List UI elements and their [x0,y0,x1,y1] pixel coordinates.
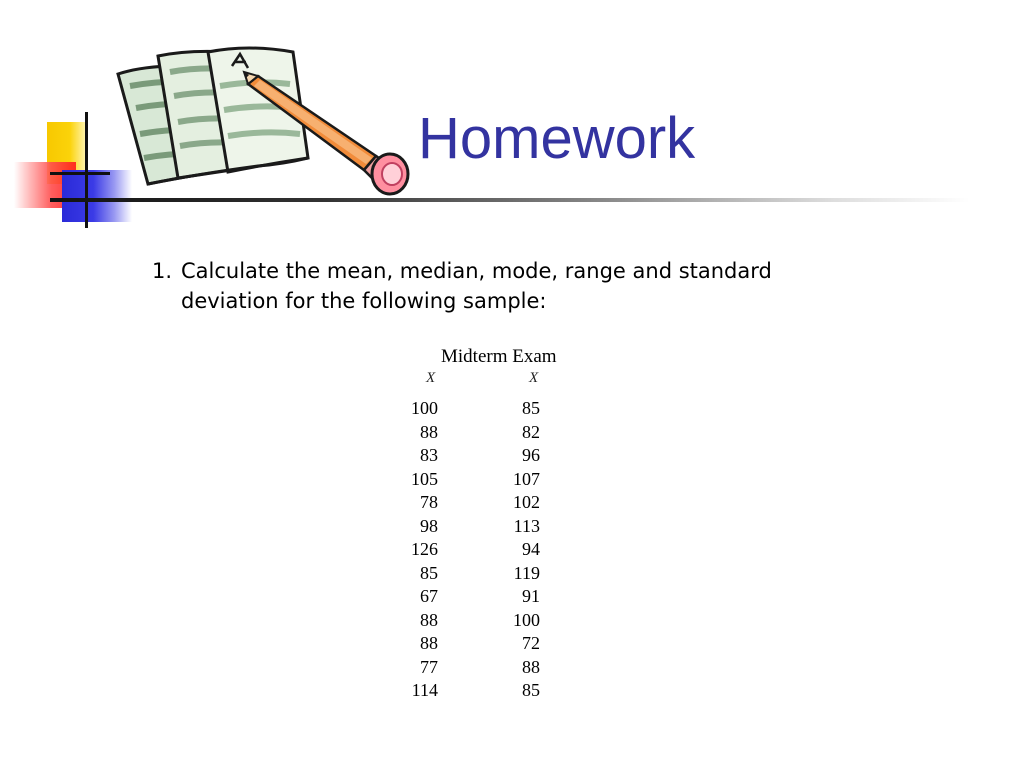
slide-title: Homework [418,106,696,171]
table-cell: 114 [411,680,438,700]
table-cell: 91 [522,586,540,606]
table-cell: 113 [513,515,540,536]
table-cell: 100 [513,609,540,630]
title-rule [50,198,970,202]
table-cell: 105 [411,468,438,489]
table-cell: 77 [420,656,438,677]
table-cell: 119 [513,562,540,583]
table-cell: 72 [522,633,540,653]
table-cell: 85 [522,398,540,418]
table-cell: 94 [522,539,540,559]
column-header-x-1: X [426,370,436,386]
question [152,256,852,316]
table-cell: 83 [420,445,438,465]
table-cell: 82 [522,421,540,442]
table-cell: 88 [420,633,438,653]
table-cell: 85 [420,562,438,583]
table-cell: 88 [420,421,438,442]
question-number: 1. [152,259,173,283]
table-title: Midterm Exam [441,346,557,367]
homework-papers-pencil-icon [108,46,413,196]
table-cell: 78 [420,492,438,512]
table-cell: 98 [420,515,438,536]
table-cell: 126 [411,539,438,559]
data-column-1 [398,397,438,703]
decor-vertical-line [85,112,88,228]
table-cell: 67 [420,586,438,606]
column-header-x-2: X [529,370,539,386]
data-column-2 [500,397,540,703]
table-cell: 102 [513,492,540,512]
table-cell: 96 [522,445,540,465]
table-cell: 88 [420,609,438,630]
table-cell: 107 [513,468,540,489]
decor-horizontal-line [50,172,110,175]
table-cell: 85 [522,680,540,700]
question-text: Calculate the mean, median, mode, range and standard deviation for the following sample: [181,259,772,313]
table-cell: 88 [522,656,540,677]
table-cell: 100 [411,398,438,418]
